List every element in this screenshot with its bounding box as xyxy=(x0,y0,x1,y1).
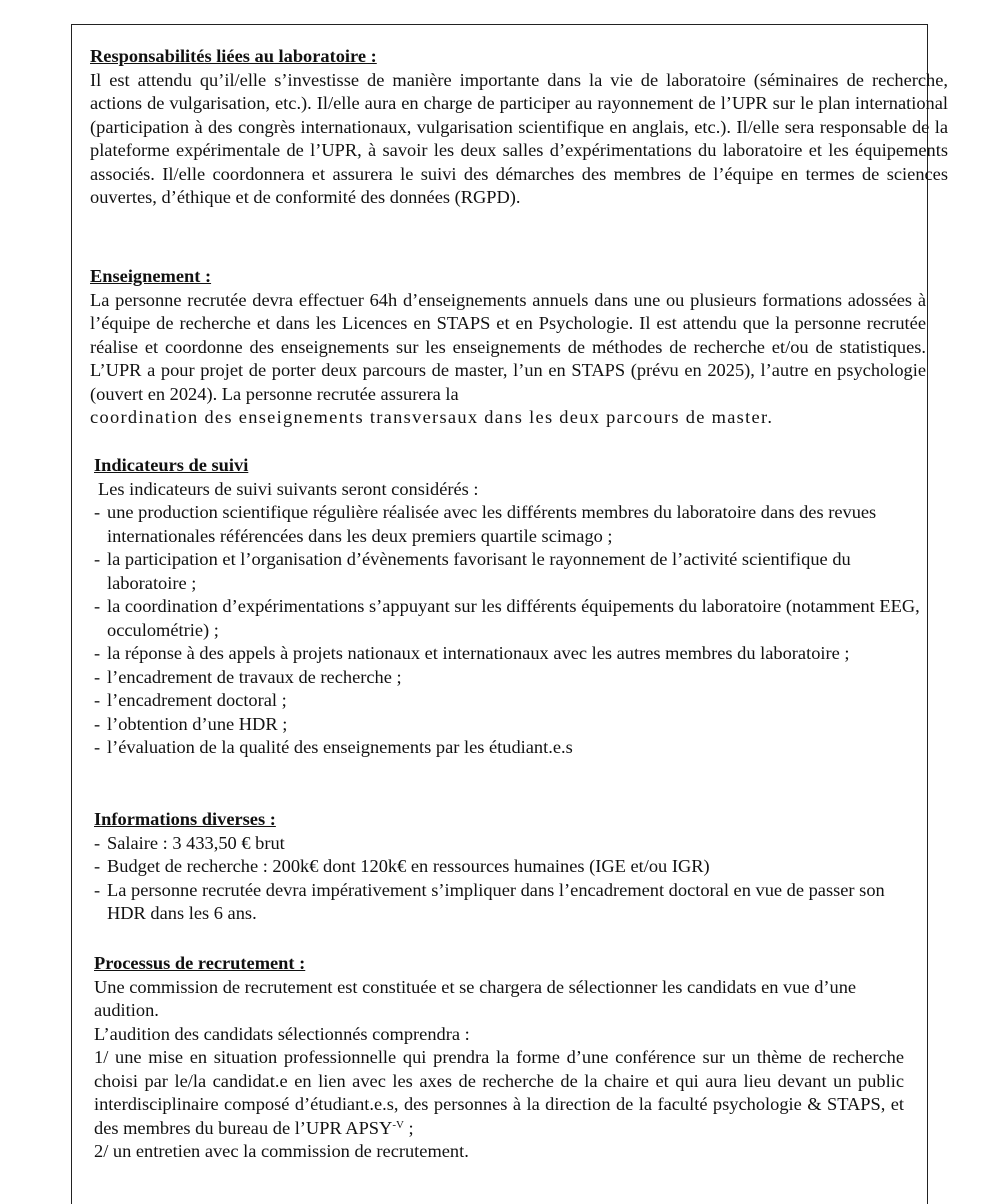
section-informations xyxy=(94,808,924,926)
list-item: - Salaire : 3 433,50 € brut xyxy=(94,832,924,856)
section-heading: Informations diverses : xyxy=(94,809,276,829)
info-list xyxy=(94,832,924,926)
list-item: - une production scientifique régulière réalisée avec les différents membres du laboratoire dans des revues internationales référencées dans les deux premiers quartile scimago ; xyxy=(94,501,924,548)
paragraph-end: ; xyxy=(403,1117,414,1138)
list-item: - la coordination d’expérimentations s’appuyant sur les différents équipements du laboratoire (notamment EEG, occulométrie) ; xyxy=(94,595,924,642)
section-indicateurs xyxy=(94,454,924,760)
list-item: - l’encadrement doctoral ; xyxy=(94,689,924,713)
section-heading: Enseignement : xyxy=(90,266,212,286)
list-item: - l’évaluation de la qualité des enseignements par les étudiant.e.s xyxy=(94,736,924,760)
section-heading: Processus de recrutement : xyxy=(94,953,306,973)
section-paragraph: L’audition des candidats sélectionnés comprendra : xyxy=(94,1023,470,1044)
section-intro: Les indicateurs de suivi suivants seront considérés : xyxy=(98,478,479,499)
paragraph-text: 1/ une mise en situation professionnelle qui prendra la forme d’une conférence sur un thème de recherche choisi par le/la candidat.e en lien avec les axes de recherche de la chaire et qui aura lieu devant un public interdisciplinaire composé d’étudiant.e.s, des personnes à la direction de la faculté psychologie & STAPS, et des membres du bureau de l’UPR APSY xyxy=(94,1047,904,1138)
section-body: La personne recrutée devra effectuer 64h d’enseignements annuels dans une ou plusieurs formations adossées à l’équipe de recherche et dans les Licences en STAPS et en Psychologie. Il est attendu que la personne recrutée réalise et coordonne des enseignements sur les enseignements de méthodes de recherche et/ou de statistiques. L’UPR a pour projet de porter deux parcours de master, l’un en STAPS (prévu en 2025), l’autre en psychologie (ouvert en 2024). La personne recrutée assurera la xyxy=(90,289,926,404)
list-item: - la participation et l’organisation d’évènements favorisant le rayonnement de l’activité scientifique du laboratoire ; xyxy=(94,548,924,595)
section-paragraph xyxy=(94,1046,904,1140)
section-responsabilites xyxy=(90,45,948,210)
list-item: - l’obtention d’une HDR ; xyxy=(94,713,924,737)
list-item: - la réponse à des appels à projets nationaux et internationaux avec les autres membres du laboratoire ; xyxy=(94,642,924,666)
superscript: -V xyxy=(392,1118,404,1131)
section-paragraph: 2/ un entretien avec la commission de recrutement. xyxy=(94,1141,469,1161)
section-paragraph: Une commission de recrutement est constituée et se chargera de sélectionner les candidats en vue d’une audition. xyxy=(94,976,857,1020)
indicator-list xyxy=(94,501,924,760)
section-body: Il est attendu qu’il/elle s’investisse de manière importante dans la vie de laboratoire (séminaires de recherche, actions de vulgarisation, etc.). Il/elle aura en charge de participer au rayonnement de l’UPR sur le plan international (participation à des congrès internationaux, vulgarisation scientifique en anglais, etc.). Il/elle sera responsable de la plateforme expérimentale de l’UPR, à savoir les deux salles d’expérimentations du laboratoire et les équipements associés. Il/elle coordonnera et assurera le suivi des démarches des membres de l’équipe en termes de sciences ouvertes, d’éthique et de conformité des données (RGPD). xyxy=(90,69,948,207)
list-item: - La personne recrutée devra impérativement s’impliquer dans l’encadrement doctoral en vue de passer son HDR dans les 6 ans. xyxy=(94,879,924,926)
list-item: - Budget de recherche : 200k€ dont 120k€ en ressources humaines (IGE et/ou IGR) xyxy=(94,855,924,879)
section-processus xyxy=(94,952,904,1164)
section-heading: Responsabilités liées au laboratoire : xyxy=(90,46,377,66)
section-enseignement xyxy=(90,265,926,430)
section-heading: Indicateurs de suivi xyxy=(94,455,249,475)
list-item: - l’encadrement de travaux de recherche ; xyxy=(94,666,924,690)
section-body-end: coordination des enseignements transversaux dans les deux parcours de master. xyxy=(90,407,774,427)
